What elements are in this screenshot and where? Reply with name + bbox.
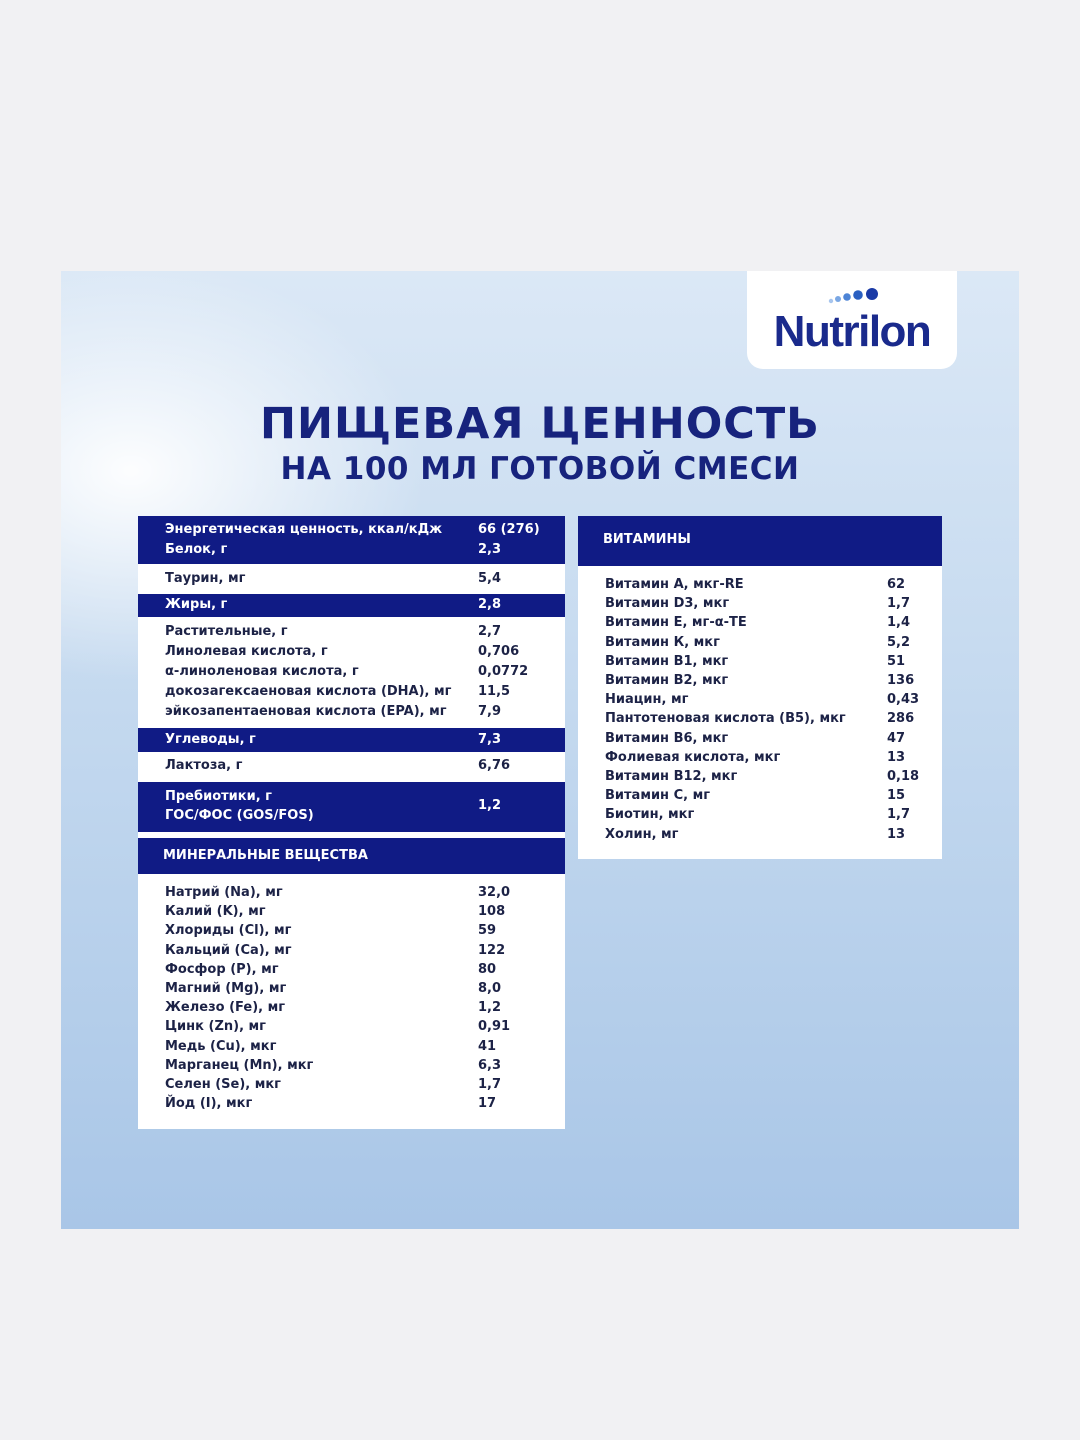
list-item: Пантотеновая кислота (В5), мкг 286 bbox=[605, 711, 915, 727]
prebiotics-block bbox=[138, 782, 565, 832]
list-item: Холин, мг 13 bbox=[605, 826, 906, 842]
list-item: Селен (Se), мкг 1,7 bbox=[165, 1077, 502, 1092]
list-item: Железо (Fe), мг 1,2 bbox=[165, 1000, 502, 1016]
list-item: Витамин В12, мкг 0,18 bbox=[605, 769, 920, 784]
list-item: Витамин С, мг 15 bbox=[605, 788, 906, 804]
table-row: Растительные, г 2,7 bbox=[165, 624, 502, 639]
list-item: Калий (K), мг 108 bbox=[165, 904, 506, 920]
list-item: Витамин К, мкг 5,2 bbox=[605, 634, 911, 650]
minerals-header bbox=[138, 838, 565, 874]
list-item: Витамин D3, мкг 1,7 bbox=[605, 596, 911, 612]
brand-logo-box bbox=[747, 271, 957, 369]
table-row: Пребиотики, г bbox=[165, 789, 272, 804]
list-item: Натрий (Na), мг 32,0 bbox=[165, 885, 511, 900]
energy-protein-block bbox=[138, 516, 565, 564]
table-row: докозагексаеновая кислота (DHA), мг 11,5 bbox=[165, 684, 511, 699]
list-item: Йод (I), мкг 17 bbox=[165, 1096, 497, 1112]
list-item: Витамин А, мкг-RE 62 bbox=[605, 577, 906, 592]
nutrition-table bbox=[138, 516, 565, 1129]
table-row: Энергетическая ценность, ккал/кДж 66 (276) bbox=[165, 522, 540, 537]
list-item: Марганец (Mn), мкг 6,3 bbox=[165, 1057, 502, 1073]
table-row: ГОС/ФОС (GOS/FOS) bbox=[165, 808, 314, 823]
table-row: Линолевая кислота, г 0,706 bbox=[165, 644, 520, 659]
table-row: α-линоленовая кислота, г 0,0772 bbox=[165, 664, 529, 679]
list-item: Медь (Cu), мкг 41 bbox=[165, 1038, 497, 1054]
vitamins-table bbox=[578, 516, 942, 859]
list-item: Биотин, мкг 1,7 bbox=[605, 807, 911, 823]
list-item: Кальций (Ca), мг 122 bbox=[165, 942, 506, 958]
nutrition-panel bbox=[61, 271, 1019, 1229]
list-item: Витамин Е, мг-α-TE 1,4 bbox=[605, 615, 911, 631]
table-row: Углеводы, г 7,3 bbox=[165, 732, 502, 747]
table-row: Таурин, мг 5,4 bbox=[165, 571, 502, 586]
list-item: Ниацин, мг 0,43 bbox=[605, 692, 920, 708]
list-item: Витамин В2, мкг 136 bbox=[605, 673, 915, 688]
brand-logo: Nutrilon bbox=[773, 307, 931, 356]
fats-block bbox=[138, 594, 565, 617]
page-subtitle: НА 100 МЛ ГОТОВОЙ СМЕСИ bbox=[280, 451, 800, 487]
table-row: Белок, г 2,3 bbox=[165, 542, 502, 557]
minerals-header-label: МИНЕРАЛЬНЫЕ ВЕЩЕСТВА bbox=[163, 848, 368, 863]
table-row: 1,2 bbox=[478, 798, 502, 813]
brand-dots-icon bbox=[827, 287, 883, 305]
vitamins-header bbox=[578, 516, 942, 566]
table-row: Жиры, г 2,8 bbox=[165, 597, 502, 612]
list-item: Фосфор (P), мг 80 bbox=[165, 961, 497, 977]
list-item: Фолиевая кислота, мкг 13 bbox=[605, 749, 906, 765]
vitamins-header-label: ВИТАМИНЫ bbox=[603, 532, 691, 547]
list-item: Магний (Mg), мг 8,0 bbox=[165, 981, 502, 996]
list-item: Витамин В6, мкг 47 bbox=[605, 730, 906, 746]
list-item: Хлориды (Cl), мг 59 bbox=[165, 923, 497, 939]
table-row: Лактоза, г 6,76 bbox=[165, 758, 511, 773]
page-title: ПИЩЕВАЯ ЦЕННОСТЬ bbox=[260, 399, 820, 449]
carbs-block bbox=[138, 728, 565, 752]
table-row: эйкозапентаеновая кислота (EPA), мг 7,9 bbox=[165, 704, 502, 719]
list-item: Витамин В1, мкг 51 bbox=[605, 653, 906, 669]
list-item: Цинк (Zn), мг 0,91 bbox=[165, 1019, 511, 1035]
